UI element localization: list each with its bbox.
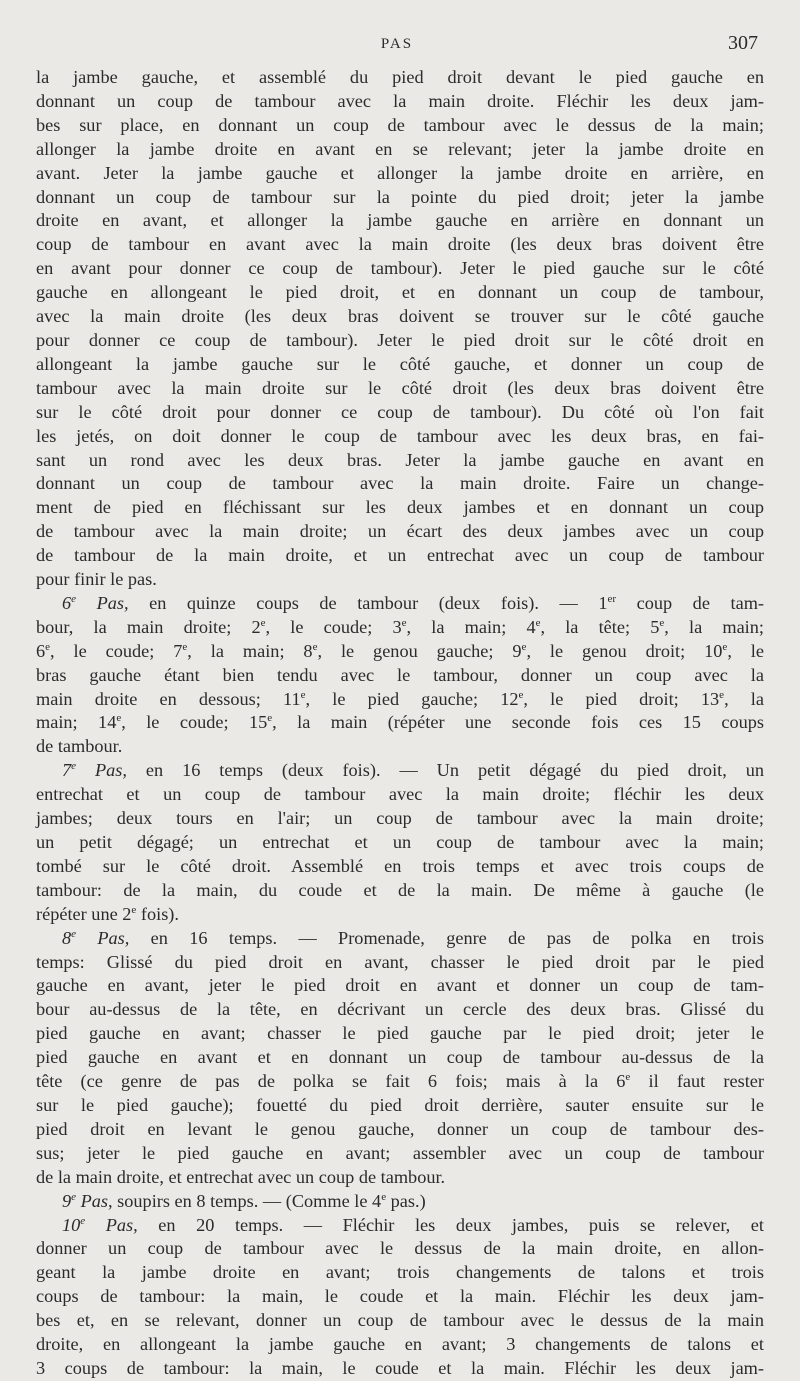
text-line: geant la jambe droite en avant; trois changements de talons et trois	[36, 1262, 764, 1283]
text-line: donnant un coup de tambour avec la main droite. Faire un change-	[36, 473, 764, 494]
text-line: tête (ce genre de pas de polka se fait 6 fois; mais à la 6e il faut rester	[36, 1070, 765, 1092]
text-line: allonger la jambe droite en avant en se relevant; jeter la jambe droite en	[36, 138, 764, 159]
text-line: avec la main droite (les deux bras doivent se trouver sur le côté gauche	[36, 306, 764, 327]
paragraph-lead-line: 7e Pas, en 16 temps (deux fois). — Un petit dégagé du pied droit, un	[62, 760, 765, 781]
text-line: répéter une 2e fois).	[36, 903, 179, 924]
text-line: pied droit en levant le genou gauche, donner un coup de tambour des-	[36, 1118, 764, 1139]
text-line: les jetés, on doit donner le coup de tambour avec les deux bras, en fai-	[36, 425, 764, 446]
text-line: entrechat et un coup de tambour avec la main droite; fléchir les deux	[36, 784, 764, 805]
text-line: de tambour de la main droite, et un entrechat avec un coup de tambour	[36, 545, 764, 566]
text-line: main; 14e, le coude; 15e, la main (répéter une seconde fois ces 15 coups	[36, 712, 765, 733]
text-line: sur le pied gauche); fouetté du pied droit derrière, sauter ensuite sur le	[36, 1094, 764, 1115]
text-line: bes sur place, en donnant un coup de tambour avec le dessus de la main;	[36, 114, 764, 135]
page-number: 307	[728, 32, 758, 54]
text-line: tambour avec la main droite sur le côté droit (les deux bras doivent être	[36, 377, 764, 398]
text-line: droite, en allongeant la jambe gauche en avant; 3 changements de talons et	[36, 1334, 764, 1355]
text-line: sant un rond avec les deux bras. Jeter la jambe gauche en avant en	[36, 449, 764, 470]
text-line: temps: Glissé du pied droit en avant, chasser le pied droit par le pied	[36, 951, 764, 972]
text-line: la jambe gauche, et assemblé du pied droit devant le pied gauche en	[36, 67, 764, 87]
paragraph-lead-line: 8e Pas, en 16 temps. — Promenade, genre de pas de polka en trois	[62, 927, 765, 948]
text-line: coup de tambour en avant avec la main droite (les deux bras doivent être	[36, 234, 764, 255]
text-line: allongeant la jambe gauche sur le côté gauche, et donner un coup de	[36, 353, 764, 374]
text-line: donner un coup de tambour avec le dessus de la main droite, en allon-	[36, 1238, 764, 1259]
text-line: sus; jeter le pied gauche en avant; assembler avec un coup de tambour	[36, 1142, 764, 1163]
text-line: pour finir le pas.	[36, 569, 157, 590]
text-line: bour, la main droite; 2e, le coude; 3e, la main; 4e, la tête; 5e, la main;	[36, 616, 764, 637]
text-line: coups de tambour: la main, le coude et la main. Fléchir les deux jam-	[36, 1286, 764, 1307]
body-text	[36, 66, 764, 1381]
paragraph-lead-line: 10e Pas, en 20 temps. — Fléchir les deux jambes, puis se relever, et	[62, 1214, 764, 1235]
text-line: avant. Jeter la jambe gauche et allonger la jambe droite en arrière, en	[36, 162, 764, 183]
text-line: donnant un coup de tambour sur la pointe du pied droit; jeter la jambe	[36, 186, 764, 207]
text-line: gauche en allongeant le pied droit, et en donnant un coup de tambour,	[36, 282, 764, 303]
text-line: pour donner ce coup de tambour). Jeter le pied droit sur le côté droit en	[36, 329, 764, 350]
text-line: sur le côté droit pour donner ce coup de tambour). Du côté où l'on fait	[36, 401, 764, 422]
text-line: de la main droite, et entrechat avec un coup de tambour.	[36, 1166, 446, 1187]
text-line: donnant un coup de tambour avec la main droite. Fléchir les deux jam-	[36, 90, 764, 111]
text-line: droite en avant, et allonger la jambe gauche en arrière en donnant un	[36, 210, 764, 231]
paragraph-lead-line: 6e Pas, en quinze coups de tambour (deux fois). — 1er coup de tam-	[62, 592, 764, 613]
text-line: pied gauche en avant; chasser le pied gauche par le pied droit; jeter le	[36, 1023, 764, 1044]
text-line: bras gauche étant bien tendu avec le tambour, donner un coup avec la	[36, 664, 764, 685]
text-line: bes et, en se relevant, donner un coup de tambour avec le dessus de la main	[36, 1310, 764, 1331]
running-head	[36, 32, 758, 56]
paragraph-lead-line: 9e Pas, soupirs en 8 temps. — (Comme le 4e pas.)	[62, 1190, 426, 1211]
text-line: 3 coups de tambour: la main, le coude et la main. Fléchir les deux jam-	[36, 1357, 764, 1378]
text-line: de tambour.	[36, 736, 123, 757]
text-line: tambour: de la main, du coude et de la main. De même à gauche (le	[36, 879, 764, 900]
text-line: bour au-dessus de la tête, en décrivant un cercle des deux bras. Glissé du	[36, 999, 764, 1020]
text-line: ment de pied en fléchissant sur les deux jambes et en donnant un coup	[36, 497, 764, 518]
text-line: de tambour avec la main droite; un écart des deux jambes avec un coup	[36, 521, 764, 542]
text-line: 6e, le coude; 7e, la main; 8e, le genou gauche; 9e, le genou droit; 10e, le	[36, 640, 764, 661]
text-line: pied gauche en avant et en donnant un coup de tambour au-dessus de la	[36, 1047, 764, 1068]
text-line: tombé sur le côté droit. Assemblé en trois temps et avec trois coups de	[36, 855, 764, 876]
running-title: PAS	[380, 36, 414, 52]
text-line: un petit dégagé; un entrechat et un coup de tambour avec la main;	[36, 832, 764, 852]
text-line: jambes; deux tours en l'air; un coup de tambour avec la main droite;	[36, 808, 764, 829]
text-line: en avant pour donner ce coup de tambour). Jeter le pied gauche sur le côté	[36, 258, 764, 279]
text-line: main droite en dessous; 11e, le pied gauche; 12e, le pied droit; 13e, la	[36, 688, 764, 709]
text-line: gauche en avant, jeter le pied droit en avant et donner un coup de tam-	[36, 975, 764, 996]
